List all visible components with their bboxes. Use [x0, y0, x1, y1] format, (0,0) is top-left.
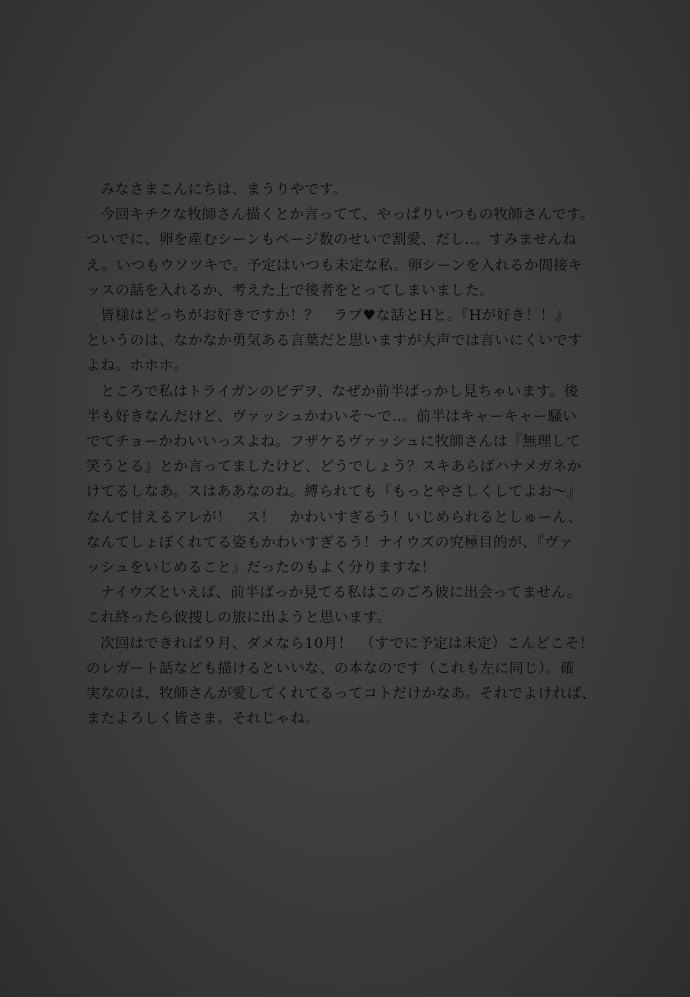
paragraph-intro: 今回キチクな牧師さん描くとか言ってて、やっぱりいつもの牧師さんです。 ついでに、卵を産むシーンもページ数のせいで割愛、だし‥。すみませんね え。いつもウソツキで。予定はいつも未定な私。卵シーンを入れるか間接キ ッスの話を入れるか、考えた上で後者をとってしまいました。 — [86, 207, 595, 299]
paragraph-greeting: みなさまこんにちは、まうりやです。 — [100, 182, 348, 198]
paragraph-video: ところで私はトライガンのビデヲ、なぜか前半ばっかし見ちゃいます。後 半も好きなんだけど、ヴァッシュかわいそ～で‥。前半はキャーキャー騒い でてチョーかわいいっスよね。フザケるヴァッシュに牧師さんは『無理して 笑うとる』とか言ってましたけど、どうでしょう？スキあらばハナメガネか けてるしなあ。スはああなのね。縛られても『もっとやさしくしてよお～』 なんて甘えるアレが！ ス！ かわいすぎるう！いじめられるとしゅーん、 なんてしょぼくれてる姿もかわいすぎるう！ナイウズの究極目的が、『ヴァ ッシュをいじめること』だったのもよく分りますな！ — [86, 383, 583, 577]
paragraph-next: 次回はできれば９月、ダメなら10月！ （すでに予定は未定）こんどこそ！ のレガート話なども描けるといいな、の本なのです（これも左に同じ）。確 実なのは、牧師さんが愛してくれてるってコトだけかなあ。それでよければ、 またよろしく皆さま。それじゃね。 — [86, 635, 597, 728]
paragraph-question: 皆様はどっちがお好きですか！？ ラブ♥な話とHと。『Hが好き！！』 というのは、なかなか勇気ある言葉だと思いますが大声では言いにくいです よね。ホホホ。 — [86, 308, 583, 375]
paragraph-knives: ナイウズといえば、前半ばっか見てる私はこのごろ彼に出会ってません。 これ終ったら彼捜しの旅に出ようと思います。 — [86, 585, 582, 627]
afterword-text — [86, 178, 618, 732]
